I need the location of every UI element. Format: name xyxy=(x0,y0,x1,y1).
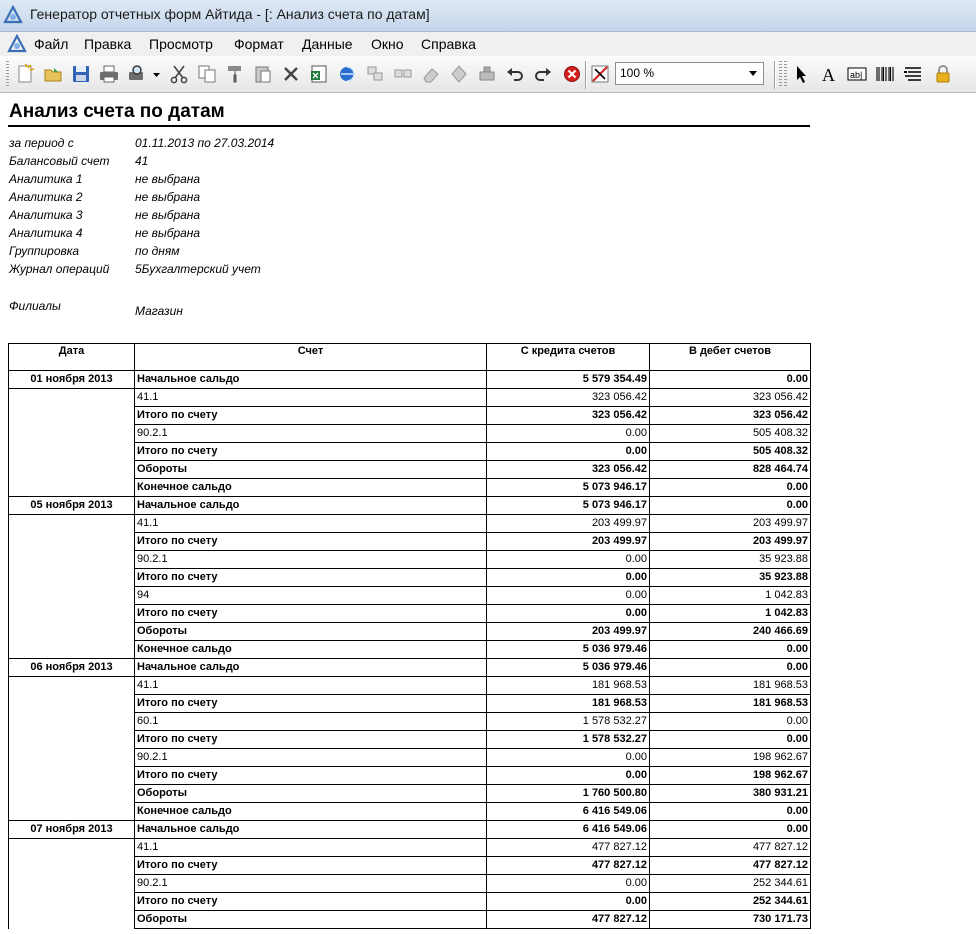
credit-cell: 0.00 xyxy=(487,569,650,587)
debit-cell: 477 827.12 xyxy=(650,857,811,875)
credit-cell: 0.00 xyxy=(487,605,650,623)
account-cell: Итого по счету xyxy=(135,533,487,551)
date-cell-empty xyxy=(9,911,135,929)
account-cell: Итого по счету xyxy=(135,767,487,785)
param-label-analytics-3: Аналитика 3 xyxy=(9,208,83,222)
group-date: 01 ноября 2013 xyxy=(9,371,135,389)
table-row xyxy=(9,857,811,875)
debit-cell: 828 464.74 xyxy=(650,461,811,479)
param-value-journal: 5Бухгалтерский учет xyxy=(135,262,261,276)
param-value-analytics-3: не выбрана xyxy=(135,208,201,222)
credit-cell: 1 578 532.27 xyxy=(487,713,650,731)
paste-icon[interactable] xyxy=(252,63,274,85)
report-table-body xyxy=(9,371,811,929)
date-cell-empty xyxy=(9,677,135,695)
delete-icon[interactable] xyxy=(280,63,302,85)
table-row xyxy=(9,839,811,857)
credit-cell: 6 416 549.06 xyxy=(487,821,650,839)
credit-cell: 5 073 946.17 xyxy=(487,479,650,497)
param-label-account: Балансовый счет xyxy=(9,154,110,168)
param-value-account: 41 xyxy=(135,154,149,168)
debit-cell: 1 042.83 xyxy=(650,587,811,605)
debit-cell: 0.00 xyxy=(650,371,811,389)
table-header xyxy=(9,344,811,371)
zoom-value: 100 % xyxy=(620,66,655,80)
account-cell: 41.1 xyxy=(135,515,487,533)
date-cell-empty xyxy=(9,605,135,623)
debit-cell: 1 042.83 xyxy=(650,605,811,623)
credit-cell: 1 760 500.80 xyxy=(487,785,650,803)
barcode-icon[interactable] xyxy=(874,63,896,85)
account-cell: Итого по счету xyxy=(135,731,487,749)
stamp-icon[interactable] xyxy=(476,63,498,85)
title-underline xyxy=(8,125,810,127)
column-header-date: Дата xyxy=(9,344,135,371)
account-cell: Начальное сальдо xyxy=(135,821,487,839)
table-row xyxy=(9,785,811,803)
column-header-debit: В дебет счетов xyxy=(650,344,811,371)
table-row xyxy=(9,605,811,623)
account-cell: 41.1 xyxy=(135,389,487,407)
date-cell-empty xyxy=(9,875,135,893)
table-row xyxy=(9,713,811,731)
account-cell: Начальное сальдо xyxy=(135,659,487,677)
credit-cell: 323 056.42 xyxy=(487,389,650,407)
window-title: Генератор отчетных форм Айтида - [: Анализ счета по датам] xyxy=(30,6,430,22)
account-cell: 90.2.1 xyxy=(135,425,487,443)
toolbar-separator xyxy=(585,61,587,89)
menu-help[interactable]: Справка xyxy=(421,36,476,52)
app-logo-icon xyxy=(3,5,23,25)
debit-cell: 203 499.97 xyxy=(650,515,811,533)
table-row xyxy=(9,533,811,551)
param-value-analytics-2: не выбрана xyxy=(135,190,201,204)
table-row xyxy=(9,425,811,443)
date-cell-empty xyxy=(9,533,135,551)
date-cell-empty xyxy=(9,839,135,857)
credit-cell: 0.00 xyxy=(487,425,650,443)
account-cell: Обороты xyxy=(135,461,487,479)
account-cell: Конечное сальдо xyxy=(135,479,487,497)
debit-cell: 35 923.88 xyxy=(650,569,811,587)
table-row xyxy=(9,821,811,839)
eraser-icon[interactable] xyxy=(420,63,442,85)
table-row xyxy=(9,875,811,893)
lines-icon[interactable] xyxy=(902,63,924,85)
account-cell: 90.2.1 xyxy=(135,875,487,893)
debit-cell: 0.00 xyxy=(650,713,811,731)
account-cell: 94 xyxy=(135,587,487,605)
properties-icon[interactable] xyxy=(448,63,470,85)
report-title: Анализ счета по датам xyxy=(9,101,225,122)
debit-cell: 0.00 xyxy=(650,821,811,839)
credit-cell: 323 056.42 xyxy=(487,461,650,479)
group-date: 07 ноября 2013 xyxy=(9,821,135,839)
date-cell-empty xyxy=(9,767,135,785)
param-value-analytics-4: не выбрана xyxy=(135,226,201,240)
debit-cell: 380 931.21 xyxy=(650,785,811,803)
date-cell-empty xyxy=(9,695,135,713)
table-row xyxy=(9,551,811,569)
credit-cell: 5 073 946.17 xyxy=(487,497,650,515)
table-row xyxy=(9,659,811,677)
table-row xyxy=(9,641,811,659)
credit-cell: 181 968.53 xyxy=(487,677,650,695)
account-cell: Итого по счету xyxy=(135,569,487,587)
credit-cell: 5 036 979.46 xyxy=(487,659,650,677)
param-value-period: 01.11.2013 по 27.03.2014 xyxy=(135,136,275,150)
toolbar-grip-3[interactable] xyxy=(784,61,787,88)
param-label-journal: Журнал операций xyxy=(9,262,110,276)
excel-export-icon[interactable] xyxy=(308,63,330,85)
credit-cell: 5 036 979.46 xyxy=(487,641,650,659)
report-table xyxy=(8,343,811,929)
credit-cell: 323 056.42 xyxy=(487,407,650,425)
param-value-grouping: по дням xyxy=(135,244,180,258)
pointer-icon[interactable] xyxy=(790,63,812,85)
table-row xyxy=(9,767,811,785)
lock-icon[interactable] xyxy=(932,63,954,85)
date-cell-empty xyxy=(9,425,135,443)
debit-cell: 323 056.42 xyxy=(650,389,811,407)
svg-text:A: A xyxy=(822,65,835,85)
credit-cell: 6 416 549.06 xyxy=(487,803,650,821)
menu-file[interactable]: Файл xyxy=(34,36,69,52)
stop-icon[interactable] xyxy=(561,63,583,85)
account-cell: Начальное сальдо xyxy=(135,497,487,515)
menu-format[interactable]: Формат xyxy=(234,36,284,52)
account-cell: 41.1 xyxy=(135,839,487,857)
table-row xyxy=(9,911,811,929)
debit-cell: 181 968.53 xyxy=(650,695,811,713)
menu-bar xyxy=(0,32,976,56)
credit-cell: 203 499.97 xyxy=(487,533,650,551)
table-row xyxy=(9,695,811,713)
date-cell-empty xyxy=(9,461,135,479)
account-cell: Обороты xyxy=(135,623,487,641)
cut-icon[interactable] xyxy=(168,63,190,85)
date-cell-empty xyxy=(9,515,135,533)
account-cell: Начальное сальдо xyxy=(135,371,487,389)
report-page xyxy=(0,93,976,934)
credit-cell: 1 578 532.27 xyxy=(487,731,650,749)
toolbar-grip[interactable] xyxy=(6,61,9,88)
table-row xyxy=(9,749,811,767)
table-row xyxy=(9,389,811,407)
account-cell: Итого по счету xyxy=(135,407,487,425)
date-cell-empty xyxy=(9,551,135,569)
credit-cell: 0.00 xyxy=(487,443,650,461)
undo-icon[interactable] xyxy=(504,63,526,85)
account-cell: 90.2.1 xyxy=(135,551,487,569)
table-row xyxy=(9,677,811,695)
table-row xyxy=(9,623,811,641)
debit-cell: 252 344.61 xyxy=(650,893,811,911)
date-cell-empty xyxy=(9,569,135,587)
toolbar-grip-2[interactable] xyxy=(779,61,782,88)
date-cell-empty xyxy=(9,749,135,767)
date-cell-empty xyxy=(9,443,135,461)
credit-cell: 0.00 xyxy=(487,875,650,893)
ungroup-icon[interactable] xyxy=(392,63,414,85)
date-cell-empty xyxy=(9,803,135,821)
account-cell: Итого по счету xyxy=(135,857,487,875)
browser-icon[interactable] xyxy=(336,63,358,85)
debit-cell: 0.00 xyxy=(650,497,811,515)
account-cell: 60.1 xyxy=(135,713,487,731)
format-painter-icon[interactable] xyxy=(224,63,246,85)
chevron-down-icon[interactable] xyxy=(743,63,763,84)
no-border-icon[interactable] xyxy=(589,63,611,85)
param-value-branches: Магазин xyxy=(135,304,183,318)
debit-cell: 252 344.61 xyxy=(650,875,811,893)
text-tool-icon[interactable] xyxy=(818,63,840,85)
date-cell-empty xyxy=(9,479,135,497)
toolbar xyxy=(0,57,976,93)
param-label-analytics-4: Аналитика 4 xyxy=(9,226,83,240)
param-label-analytics-1: Аналитика 1 xyxy=(9,172,83,186)
menu-edit[interactable]: Правка xyxy=(84,36,132,52)
date-cell-empty xyxy=(9,623,135,641)
table-row xyxy=(9,407,811,425)
account-cell: Итого по счету xyxy=(135,605,487,623)
debit-cell: 0.00 xyxy=(650,641,811,659)
debit-cell: 477 827.12 xyxy=(650,839,811,857)
group-date: 05 ноября 2013 xyxy=(9,497,135,515)
table-row xyxy=(9,497,811,515)
open-icon[interactable] xyxy=(42,63,64,85)
credit-cell: 0.00 xyxy=(487,587,650,605)
print-icon[interactable] xyxy=(98,63,120,85)
account-cell: Конечное сальдо xyxy=(135,641,487,659)
debit-cell: 323 056.42 xyxy=(650,407,811,425)
menu-window[interactable]: Окно xyxy=(371,36,404,52)
account-cell: Итого по счету xyxy=(135,893,487,911)
field-tool-icon[interactable] xyxy=(846,63,868,85)
date-cell-empty xyxy=(9,785,135,803)
credit-cell: 0.00 xyxy=(487,767,650,785)
date-cell-empty xyxy=(9,641,135,659)
table-row xyxy=(9,479,811,497)
save-icon[interactable] xyxy=(70,63,92,85)
credit-cell: 181 968.53 xyxy=(487,695,650,713)
debit-cell: 0.00 xyxy=(650,659,811,677)
credit-cell: 0.00 xyxy=(487,551,650,569)
new-icon[interactable] xyxy=(14,63,36,85)
date-cell-empty xyxy=(9,893,135,911)
credit-cell: 0.00 xyxy=(487,893,650,911)
credit-cell: 0.00 xyxy=(487,749,650,767)
table-row xyxy=(9,731,811,749)
column-header-account: Счет xyxy=(135,344,487,371)
credit-cell: 5 579 354.49 xyxy=(487,371,650,389)
table-row xyxy=(9,515,811,533)
account-cell: Итого по счету xyxy=(135,443,487,461)
group-icon[interactable] xyxy=(364,63,386,85)
account-cell: 90.2.1 xyxy=(135,749,487,767)
param-label-grouping: Группировка xyxy=(9,244,80,258)
column-header-credit: С кредита счетов xyxy=(487,344,650,371)
account-cell: Итого по счету xyxy=(135,695,487,713)
table-row xyxy=(9,371,811,389)
param-label-period: за период с xyxy=(9,136,74,150)
date-cell-empty xyxy=(9,587,135,605)
credit-cell: 203 499.97 xyxy=(487,623,650,641)
zoom-combobox[interactable] xyxy=(615,62,764,85)
preview-dropdown-icon[interactable] xyxy=(150,63,164,85)
copy-icon[interactable] xyxy=(196,63,218,85)
debit-cell: 240 466.69 xyxy=(650,623,811,641)
table-row xyxy=(9,803,811,821)
debit-cell: 0.00 xyxy=(650,479,811,497)
credit-cell: 477 827.12 xyxy=(487,839,650,857)
debit-cell: 198 962.67 xyxy=(650,767,811,785)
group-date: 06 ноября 2013 xyxy=(9,659,135,677)
debit-cell: 505 408.32 xyxy=(650,425,811,443)
date-cell-empty xyxy=(9,407,135,425)
svg-text:ab|: ab| xyxy=(850,70,863,80)
debit-cell: 35 923.88 xyxy=(650,551,811,569)
account-cell: Конечное сальдо xyxy=(135,803,487,821)
credit-cell: 477 827.12 xyxy=(487,857,650,875)
debit-cell: 181 968.53 xyxy=(650,677,811,695)
debit-cell: 0.00 xyxy=(650,803,811,821)
title-bar xyxy=(0,0,976,32)
menu-data[interactable]: Данные xyxy=(302,36,353,52)
date-cell-empty xyxy=(9,713,135,731)
param-label-analytics-2: Аналитика 2 xyxy=(9,190,83,204)
debit-cell: 203 499.97 xyxy=(650,533,811,551)
account-cell: Обороты xyxy=(135,785,487,803)
debit-cell: 730 171.73 xyxy=(650,911,811,929)
param-value-analytics-1: не выбрана xyxy=(135,172,201,186)
mdi-document-icon[interactable] xyxy=(7,34,27,54)
credit-cell: 477 827.12 xyxy=(487,911,650,929)
table-row xyxy=(9,461,811,479)
table-row xyxy=(9,587,811,605)
preview-icon[interactable] xyxy=(126,63,148,85)
redo-icon[interactable] xyxy=(532,63,554,85)
account-cell: Обороты xyxy=(135,911,487,929)
table-row xyxy=(9,893,811,911)
date-cell-empty xyxy=(9,389,135,407)
credit-cell: 203 499.97 xyxy=(487,515,650,533)
debit-cell: 505 408.32 xyxy=(650,443,811,461)
table-row xyxy=(9,569,811,587)
table-row xyxy=(9,443,811,461)
menu-view[interactable]: Просмотр xyxy=(149,36,213,52)
date-cell-empty xyxy=(9,731,135,749)
date-cell-empty xyxy=(9,857,135,875)
toolbar-separator-2 xyxy=(774,61,776,89)
param-label-branches: Филиалы xyxy=(9,299,61,313)
debit-cell: 198 962.67 xyxy=(650,749,811,767)
debit-cell: 0.00 xyxy=(650,731,811,749)
account-cell: 41.1 xyxy=(135,677,487,695)
